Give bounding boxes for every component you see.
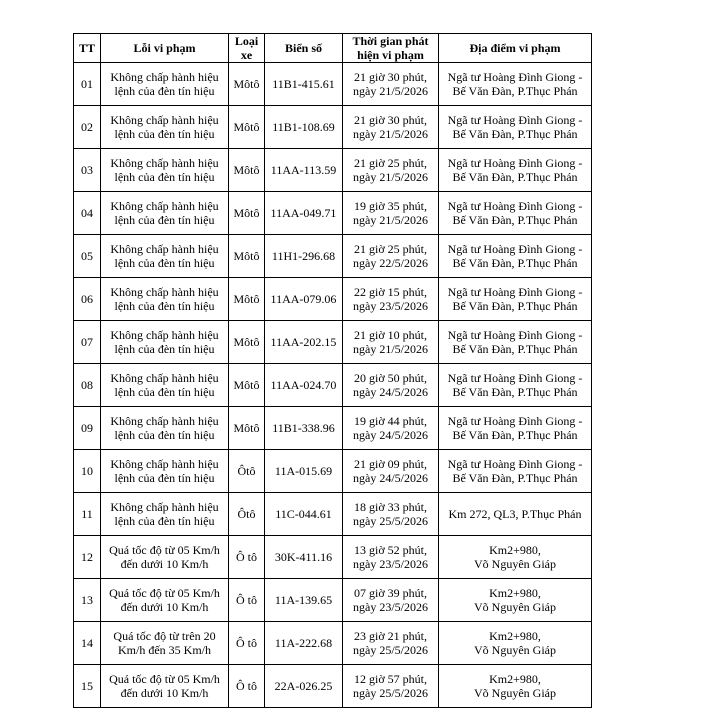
cell-violation — [101, 106, 229, 149]
cell-tt — [74, 622, 101, 665]
cell-violation-text: Không chấp hành hiệu lệnh của đèn tín hiệu — [110, 156, 219, 184]
cell-location — [439, 106, 592, 149]
cell-location — [439, 407, 592, 450]
cell-vehicle-type — [229, 192, 265, 235]
cell-vehicle-type — [229, 278, 265, 321]
cell-vehicle-type-text: Môtô — [233, 77, 260, 91]
cell-location-text: Ngã tư Hoàng Đình Giong - Bế Văn Đàn, P.Thục Phán — [447, 285, 583, 313]
table-row — [74, 450, 592, 493]
cell-violation — [101, 278, 229, 321]
cell-violation-text: Quá tốc độ từ 05 Km/h đến dưới 10 Km/h — [109, 672, 220, 700]
cell-vehicle-type — [229, 63, 265, 106]
cell-violation-text: Không chấp hành hiệu lệnh của đèn tín hiệu — [110, 113, 219, 141]
cell-vehicle-type — [229, 106, 265, 149]
cell-tt — [74, 450, 101, 493]
cell-location-text: Ngã tư Hoàng Đình Giong - Bế Văn Đàn, P.Thục Phán — [447, 371, 583, 399]
cell-time — [343, 450, 439, 493]
cell-time — [343, 407, 439, 450]
cell-violation — [101, 536, 229, 579]
cell-location — [439, 622, 592, 665]
cell-plate-text: 11B1-415.61 — [272, 77, 335, 91]
cell-plate-text: 11C-044.61 — [275, 507, 332, 521]
cell-violation-text: Không chấp hành hiệu lệnh của đèn tín hiệu — [110, 457, 219, 485]
cell-tt-text: 14 — [81, 636, 93, 650]
cell-violation-text: Không chấp hành hiệu lệnh của đèn tín hiệu — [110, 414, 219, 442]
cell-vehicle-type — [229, 407, 265, 450]
cell-location-text: Km2+980, Võ Nguyên Giáp — [474, 543, 556, 571]
cell-tt-text: 03 — [81, 163, 93, 177]
cell-time — [343, 235, 439, 278]
cell-violation-text: Không chấp hành hiệu lệnh của đèn tín hiệu — [110, 285, 219, 313]
cell-vehicle-type-text: Ô tô — [236, 679, 257, 693]
cell-plate-text: 11A-139.65 — [274, 593, 333, 607]
cell-violation — [101, 364, 229, 407]
cell-time-text: 07 giờ 39 phút, ngày 23/5/2026 — [353, 586, 428, 614]
header-location: Địa điểm vi phạm — [439, 34, 592, 63]
cell-location-text: Km2+980, Võ Nguyên Giáp — [474, 672, 556, 700]
header-vehicle-type: Loại xe — [229, 34, 265, 63]
cell-vehicle-type-text: Môtô — [233, 335, 260, 349]
cell-tt — [74, 321, 101, 364]
table-row — [74, 622, 592, 665]
cell-plate-text: 11AA-024.70 — [270, 378, 337, 392]
header-time: Thời gian phát hiện vi phạm — [343, 34, 439, 63]
cell-time — [343, 106, 439, 149]
cell-vehicle-type — [229, 536, 265, 579]
cell-time-text: 20 giờ 50 phút, ngày 24/5/2026 — [353, 371, 428, 399]
table-row — [74, 364, 592, 407]
cell-vehicle-type — [229, 579, 265, 622]
cell-location — [439, 536, 592, 579]
cell-vehicle-type — [229, 450, 265, 493]
cell-tt — [74, 364, 101, 407]
cell-vehicle-type-text: Môtô — [233, 120, 260, 134]
cell-plate-text: 11A-015.69 — [274, 464, 333, 478]
cell-time-text: 21 giờ 10 phút, ngày 21/5/2026 — [353, 328, 428, 356]
header-plate: Biển số — [265, 34, 343, 63]
cell-time — [343, 536, 439, 579]
cell-violation — [101, 321, 229, 364]
cell-time-text: 23 giờ 21 phút, ngày 25/5/2026 — [353, 629, 428, 657]
cell-time-text: 21 giờ 09 phút, ngày 24/5/2026 — [353, 457, 428, 485]
cell-violation-text: Quá tốc độ từ 05 Km/h đến dưới 10 Km/h — [109, 543, 220, 571]
cell-time — [343, 364, 439, 407]
cell-violation-text: Không chấp hành hiệu lệnh của đèn tín hiệu — [110, 328, 219, 356]
cell-tt — [74, 579, 101, 622]
cell-location-text: Km 272, QL3, P.Thục Phán — [448, 507, 582, 521]
cell-location — [439, 364, 592, 407]
cell-vehicle-type-text: Ô tô — [236, 593, 257, 607]
cell-vehicle-type-text: Ôtô — [237, 464, 256, 478]
cell-plate — [265, 192, 343, 235]
cell-tt — [74, 192, 101, 235]
cell-vehicle-type — [229, 493, 265, 536]
cell-location-text: Ngã tư Hoàng Đình Giong - Bế Văn Đàn, P.Thục Phán — [447, 242, 583, 270]
cell-location-text: Km2+980, Võ Nguyên Giáp — [474, 629, 556, 657]
table-header-row — [74, 34, 592, 63]
table-row — [74, 106, 592, 149]
cell-time-text: 19 giờ 35 phút, ngày 21/5/2026 — [353, 199, 428, 227]
cell-tt-text: 07 — [81, 335, 93, 349]
cell-time — [343, 321, 439, 364]
table-body — [74, 63, 592, 708]
table-row — [74, 278, 592, 321]
cell-vehicle-type — [229, 665, 265, 708]
cell-plate-text: 11H1-296.68 — [271, 249, 336, 263]
cell-plate — [265, 278, 343, 321]
cell-plate — [265, 450, 343, 493]
cell-violation-text: Không chấp hành hiệu lệnh của đèn tín hiệu — [110, 242, 219, 270]
cell-time — [343, 665, 439, 708]
cell-tt — [74, 106, 101, 149]
cell-vehicle-type — [229, 364, 265, 407]
cell-tt-text: 10 — [81, 464, 93, 478]
table-row — [74, 149, 592, 192]
cell-tt-text: 11 — [81, 507, 93, 521]
cell-plate-text: 22A-026.25 — [274, 679, 333, 693]
table-row — [74, 321, 592, 364]
cell-time-text: 22 giờ 15 phút, ngày 23/5/2026 — [353, 285, 428, 313]
violations-table — [73, 33, 592, 708]
cell-plate — [265, 665, 343, 708]
cell-location-text: Ngã tư Hoàng Đình Giong - Bế Văn Đàn, P.Thục Phán — [447, 199, 583, 227]
cell-plate — [265, 622, 343, 665]
cell-vehicle-type-text: Môtô — [233, 378, 260, 392]
cell-plate-text: 11AA-113.59 — [270, 163, 337, 177]
cell-violation-text: Không chấp hành hiệu lệnh của đèn tín hiệu — [110, 371, 219, 399]
cell-tt-text: 02 — [81, 120, 93, 134]
cell-plate-text: 11B1-108.69 — [272, 120, 335, 134]
cell-time — [343, 579, 439, 622]
cell-violation-text: Không chấp hành hiệu lệnh của đèn tín hiệu — [110, 199, 219, 227]
cell-time — [343, 149, 439, 192]
cell-violation-text: Không chấp hành hiệu lệnh của đèn tín hiệu — [110, 500, 219, 528]
cell-vehicle-type-text: Ôtô — [237, 507, 256, 521]
table-row — [74, 63, 592, 106]
table-row — [74, 192, 592, 235]
cell-location-text: Ngã tư Hoàng Đình Giong - Bế Văn Đàn, P.Thục Phán — [447, 457, 583, 485]
table-row — [74, 536, 592, 579]
cell-plate — [265, 149, 343, 192]
cell-violation — [101, 665, 229, 708]
cell-plate-text: 11B1-338.96 — [272, 421, 335, 435]
cell-time-text: 21 giờ 25 phút, ngày 21/5/2026 — [353, 156, 428, 184]
cell-plate — [265, 407, 343, 450]
cell-plate-text: 30K-411.16 — [274, 550, 333, 564]
cell-time-text: 13 giờ 52 phút, ngày 23/5/2026 — [353, 543, 428, 571]
cell-tt — [74, 149, 101, 192]
cell-tt-text: 06 — [81, 292, 93, 306]
cell-location — [439, 278, 592, 321]
cell-location — [439, 450, 592, 493]
cell-violation — [101, 407, 229, 450]
table-row — [74, 579, 592, 622]
cell-plate-text: 11AA-202.15 — [270, 335, 337, 349]
cell-tt-text: 05 — [81, 249, 93, 263]
cell-plate-text: 11A-222.68 — [274, 636, 333, 650]
cell-plate — [265, 63, 343, 106]
cell-tt-text: 13 — [81, 593, 93, 607]
cell-violation-text: Không chấp hành hiệu lệnh của đèn tín hiệu — [110, 70, 219, 98]
cell-vehicle-type-text: Ô tô — [236, 550, 257, 564]
cell-violation — [101, 450, 229, 493]
table-row — [74, 407, 592, 450]
header-violation: Lỗi vi phạm — [101, 34, 229, 63]
cell-location — [439, 493, 592, 536]
cell-violation — [101, 63, 229, 106]
cell-tt — [74, 278, 101, 321]
cell-vehicle-type-text: Môtô — [233, 163, 260, 177]
cell-time-text: 18 giờ 33 phút, ngày 25/5/2026 — [353, 500, 428, 528]
cell-violation — [101, 235, 229, 278]
cell-location — [439, 321, 592, 364]
cell-time — [343, 63, 439, 106]
cell-vehicle-type-text: Môtô — [233, 421, 260, 435]
cell-time — [343, 192, 439, 235]
cell-vehicle-type-text: Ô tô — [236, 636, 257, 650]
cell-plate — [265, 321, 343, 364]
table-row — [74, 493, 592, 536]
cell-vehicle-type-text: Môtô — [233, 249, 260, 263]
cell-time — [343, 493, 439, 536]
cell-violation — [101, 493, 229, 536]
cell-location-text: Ngã tư Hoàng Đình Giong - Bế Văn Đàn, P.Thục Phán — [447, 414, 583, 442]
cell-vehicle-type — [229, 321, 265, 364]
cell-location — [439, 192, 592, 235]
cell-plate-text: 11AA-079.06 — [270, 292, 337, 306]
cell-plate-text: 11AA-049.71 — [270, 206, 337, 220]
cell-vehicle-type-text: Môtô — [233, 292, 260, 306]
cell-location — [439, 149, 592, 192]
cell-location — [439, 665, 592, 708]
header-tt: TT — [74, 34, 101, 63]
cell-tt — [74, 63, 101, 106]
cell-tt-text: 12 — [81, 550, 93, 564]
cell-violation — [101, 579, 229, 622]
cell-vehicle-type — [229, 149, 265, 192]
cell-time-text: 21 giờ 30 phút, ngày 21/5/2026 — [353, 70, 428, 98]
cell-location-text: Ngã tư Hoàng Đình Giong - Bế Văn Đàn, P.Thục Phán — [447, 70, 583, 98]
cell-tt-text: 08 — [81, 378, 93, 392]
cell-location-text: Ngã tư Hoàng Đình Giong - Bế Văn Đàn, P.Thục Phán — [447, 328, 583, 356]
cell-location — [439, 579, 592, 622]
cell-violation-text: Quá tốc độ từ trên 20 Km/h đến 35 Km/h — [113, 629, 216, 657]
cell-violation — [101, 192, 229, 235]
cell-location — [439, 235, 592, 278]
cell-plate — [265, 364, 343, 407]
cell-time — [343, 278, 439, 321]
cell-tt-text: 15 — [81, 679, 93, 693]
cell-time-text: 21 giờ 30 phút, ngày 21/5/2026 — [353, 113, 428, 141]
cell-tt — [74, 493, 101, 536]
cell-tt-text: 01 — [81, 77, 93, 91]
table-row — [74, 235, 592, 278]
cell-location-text: Ngã tư Hoàng Đình Giong - Bế Văn Đàn, P.Thục Phán — [447, 156, 583, 184]
cell-plate — [265, 106, 343, 149]
cell-violation — [101, 149, 229, 192]
table-row — [74, 665, 592, 708]
cell-tt-text: 04 — [81, 206, 93, 220]
cell-time-text: 21 giờ 25 phút, ngày 22/5/2026 — [353, 242, 428, 270]
cell-vehicle-type — [229, 622, 265, 665]
cell-plate — [265, 235, 343, 278]
cell-plate — [265, 493, 343, 536]
cell-location-text: Km2+980, Võ Nguyên Giáp — [474, 586, 556, 614]
cell-tt — [74, 407, 101, 450]
cell-vehicle-type-text: Môtô — [233, 206, 260, 220]
cell-time-text: 12 giờ 57 phút, ngày 25/5/2026 — [353, 672, 428, 700]
cell-tt — [74, 665, 101, 708]
cell-location — [439, 63, 592, 106]
cell-tt-text: 09 — [81, 421, 93, 435]
cell-tt — [74, 536, 101, 579]
cell-plate — [265, 579, 343, 622]
cell-location-text: Ngã tư Hoàng Đình Giong - Bế Văn Đàn, P.Thục Phán — [447, 113, 583, 141]
cell-violation-text: Quá tốc độ từ 05 Km/h đến dưới 10 Km/h — [109, 586, 220, 614]
cell-tt — [74, 235, 101, 278]
cell-plate — [265, 536, 343, 579]
cell-time-text: 19 giờ 44 phút, ngày 24/5/2026 — [353, 414, 428, 442]
cell-vehicle-type — [229, 235, 265, 278]
cell-violation — [101, 622, 229, 665]
cell-time — [343, 622, 439, 665]
